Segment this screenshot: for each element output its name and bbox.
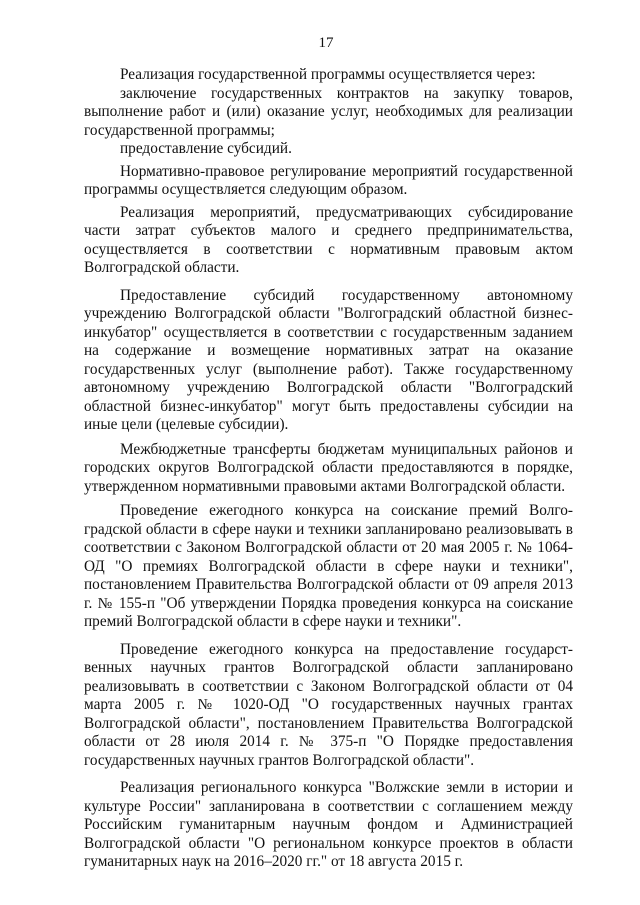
paragraph-small-business: Реализация мероприятий, предусматривающих субсидирование части затрат субъектов малого и среднего предпринимательства, осуществляется в соответствии с нормативным правовым актом Волгоградской области.	[84, 203, 573, 276]
page-number: 17	[318, 35, 334, 51]
paragraph-regulation: Нормативно-правовое регулирование мероприятий государственной программы осуществляется следующим образом.	[84, 162, 573, 198]
paragraph-science-prizes: Проведение ежегодного конкурса на соискание премий Волгоградской области в сфере науки и техники запланировано реализовывать в соответствии с Законом Волгоградской области от 20 мая 2005 г. № 1064-ОД "О премиях Волгоградской области в сфере науки и техники", постановлением Правительства Волгоградской области от 09 апреля 2013 г. № 155-п "Об утверждении Порядка проведения конкурса на соискание премий Волгоградской области в сфере науки и техники".	[84, 502, 573, 630]
paragraph-implementation-intro: Реализация государственной программы осуществляется через:	[120, 66, 536, 83]
paragraph-subsidies: предоставление субсидий.	[120, 140, 292, 157]
document-body	[84, 66, 573, 872]
paragraph-contracts: заключение государственных контрактов на закупку товаров, выполнение работ и (или) оказание услуг, необходимых для реализации государственной программы;	[84, 84, 573, 139]
paragraph-regional-contest: Реализация регионального конкурса "Волжские земли в истории и культуре России" запланирована в соответствии с соглашением между Российским гуманитарным научным фондом и Администрацией Волгоградской области "О региональном конкурсе проектов в области гуманитарных наук на 2016–2020 гг." от 18 августа 2015 г.	[84, 779, 573, 870]
paragraph-business-incubator: Предоставление субсидий государственному автономному учреждению Волгоградской области "Волгоградский областной бизнес-инкубатор" осуществляется в соответствии с государственным заданием на содержание и возмещение нормативных затрат на оказание государственных услуг (выполнение работ). Также государственному автономному учреждению Волгоградской области "Волгоградский областной бизнес-инкубатор" могут быть предоставлены субсидии на иные цели (целевые субсидии).	[84, 286, 573, 433]
paragraph-science-grants: Проведение ежегодного конкурса на предоставление государственных научных грантов Волгоградской области запланировано реализовывать в соответствии с Законом Волгоградской области от 04 марта 2005 г. № 1020-ОД "О государственных научных грантах Волгоградской области", постановлением Правительства Волгоградской области от 28 июля 2014 г. № 375-п "О Порядке предоставления государственных научных грантов Волгоградской области".	[84, 640, 573, 769]
paragraph-interbudget-transfers: Межбюджетные трансферты бюджетам муниципальных районов и городских округов Волгоградской области предоставляются в порядке, утвержденном нормативными правовыми актами Волгоградской области.	[84, 440, 573, 495]
